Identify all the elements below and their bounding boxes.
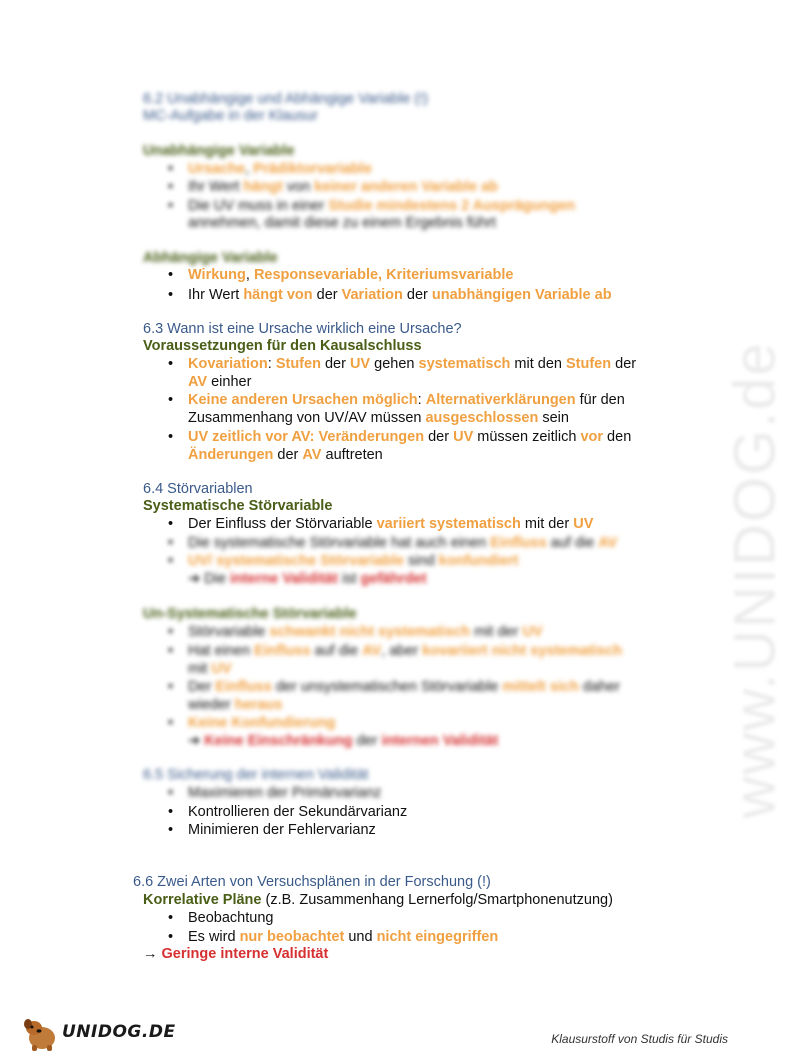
list-item: Die systematische Störvariable hat auch einen Einfluss auf die AV bbox=[188, 535, 618, 551]
bullet bbox=[168, 178, 178, 196]
list-item-continuation: Zusammenhang von UV/AV müssen ausgeschlossen sein bbox=[188, 410, 569, 426]
list-item-continuation: AV einher bbox=[188, 374, 252, 390]
subsection-title: Systematische Störvariable bbox=[143, 498, 333, 514]
bullet bbox=[168, 623, 178, 641]
footer-tagline: Klausurstoff von Studis für Studis bbox=[551, 1032, 728, 1046]
bullet bbox=[168, 428, 178, 446]
list-item-continuation: mit UV bbox=[188, 661, 232, 677]
bullet bbox=[168, 515, 178, 533]
bullet bbox=[168, 355, 178, 373]
bullet bbox=[168, 534, 178, 552]
list-item: UV/ systematische Störvariable sind konfundiert bbox=[188, 553, 519, 569]
list-item: Die UV muss in einer Studie mindestens 2 Ausprägungen bbox=[188, 198, 576, 214]
list-item: Kovariation: Stufen der UV gehen systematisch mit den Stufen der bbox=[188, 356, 637, 372]
list-item: Wirkung, Responsevariable, Kriteriumsvariable bbox=[188, 267, 514, 283]
section-heading: 6.3 Wann ist eine Ursache wirklich eine Ursache? bbox=[143, 321, 462, 337]
bullet bbox=[168, 928, 178, 946]
bullet bbox=[168, 784, 178, 802]
list-item: Ihr Wert hängt von keiner anderen Variable ab bbox=[188, 179, 498, 195]
list-item: Kontrollieren der Sekundärvarianz bbox=[188, 804, 408, 820]
list-item: Der Einfluss der unsystematischen Störvariable mittelt sich daher bbox=[188, 679, 620, 695]
conclusion: → Geringe interne Validität bbox=[143, 946, 329, 962]
list-item: Störvariable schwankt nicht systematisch mit der UV bbox=[188, 624, 543, 640]
bullet bbox=[168, 391, 178, 409]
list-item: Es wird nur beobachtet und nicht eingegriffen bbox=[188, 929, 499, 945]
subsection-title: Unabhängige Variable bbox=[143, 143, 295, 159]
list-item-continuation: wieder heraus bbox=[188, 697, 283, 713]
list-item: Minimieren der Fehlervarianz bbox=[188, 822, 376, 838]
section-heading: 6.5 Sicherung der internen Validität bbox=[143, 767, 369, 783]
subsection-title: Voraussetzungen für den Kausalschluss bbox=[143, 338, 422, 354]
bullet bbox=[168, 160, 178, 178]
bullet bbox=[168, 552, 178, 570]
section-heading: 6.2 Unabhängige und Abhängige Variable (!) bbox=[143, 91, 429, 107]
list-item-continuation: annehmen, damit diese zu einem Ergebnis führt bbox=[188, 215, 496, 231]
bullet bbox=[168, 803, 178, 821]
list-item: Keine anderen Ursachen möglich: Alternativerklärungen für den bbox=[188, 392, 625, 408]
subsection-title: Abhängige Variable bbox=[143, 250, 278, 266]
bullet bbox=[168, 266, 178, 284]
bullet bbox=[168, 286, 178, 304]
bullet bbox=[168, 909, 178, 927]
list-item-continuation: Änderungen der AV auftreten bbox=[188, 447, 383, 463]
subsection-title: Korrelative Pläne (z.B. Zusammenhang Lernerfolg/Smartphonenutzung) bbox=[143, 892, 613, 908]
bullet bbox=[168, 197, 178, 215]
logo-text: UNIDOG.DE bbox=[62, 1022, 176, 1042]
section-subheading: MC-Aufgabe in der Klausur bbox=[143, 108, 318, 124]
bullet bbox=[168, 642, 178, 660]
list-item: Hat einen Einfluss auf die AV, aber kovariiert nicht systematisch bbox=[188, 643, 623, 659]
list-item: Maximieren der Primärvarianz bbox=[188, 785, 382, 801]
section-heading: 6.4 Störvariablen bbox=[143, 481, 253, 497]
list-item-conclusion: ➔ Die interne Validität ist gefährdet bbox=[188, 571, 427, 587]
unidog-logo[interactable] bbox=[22, 1016, 176, 1052]
list-item: Ursache, Prädiktorvariable bbox=[188, 161, 372, 177]
section-heading: 6.6 Zwei Arten von Versuchsplänen in der Forschung (!) bbox=[133, 874, 491, 890]
list-item: Beobachtung bbox=[188, 910, 274, 926]
list-item: UV zeitlich vor AV: Veränderungen der UV müssen zeitlich vor den bbox=[188, 429, 632, 445]
list-item: Keine Konfundierung bbox=[188, 715, 336, 731]
watermark-text: www.UNIDOG.de bbox=[722, 341, 788, 819]
bullet bbox=[168, 714, 178, 732]
list-item: Der Einfluss der Störvariable variiert systematisch mit der UV bbox=[188, 516, 594, 532]
subsection-title: Un-Systematische Störvariable bbox=[143, 606, 357, 622]
list-item: Ihr Wert hängt von der Variation der unabhängigen Variable ab bbox=[188, 287, 612, 303]
bullet bbox=[168, 821, 178, 839]
bullet bbox=[168, 678, 178, 696]
dog-icon bbox=[22, 1016, 62, 1052]
list-item-conclusion: ➔ Keine Einschränkung der internen Validität bbox=[188, 733, 499, 749]
